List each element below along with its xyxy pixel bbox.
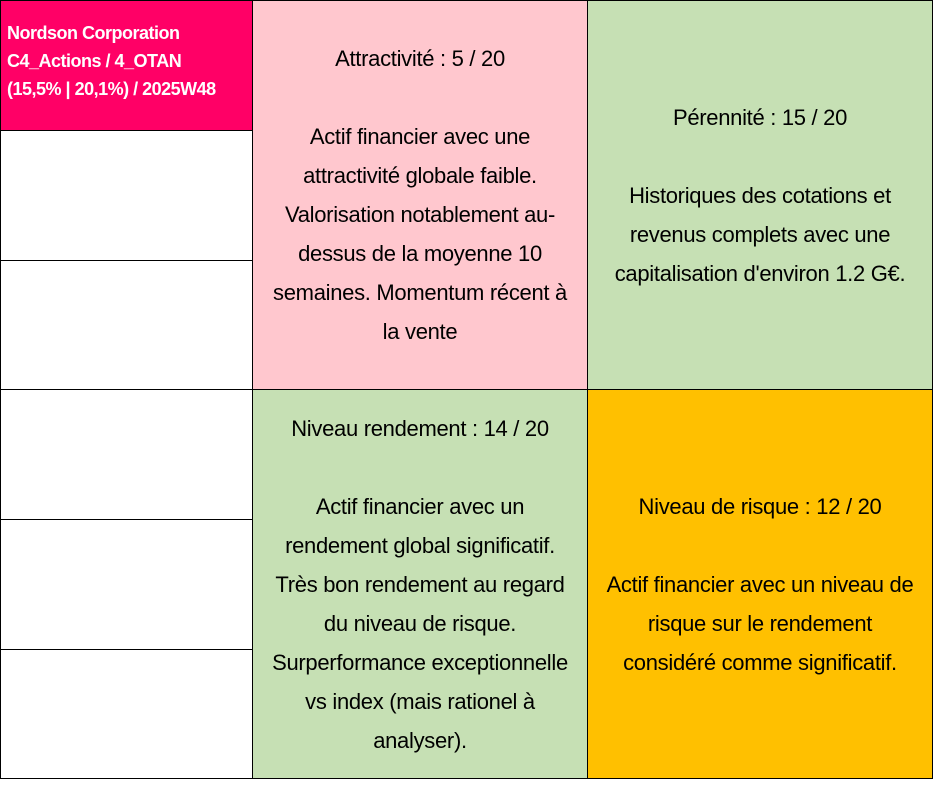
risque-title: Niveau de risque : 12 / 20: [638, 493, 882, 519]
empty-cell[interactable]: [0, 389, 253, 520]
asset-category: C4_Actions / 4_OTAN: [7, 51, 182, 71]
risque-text: Actif financier avec un niveau de risque sur le rendement considéré comme significatif.: [606, 571, 914, 675]
attractivite-title: Attractivité : 5 / 20: [335, 46, 505, 71]
perennite-text: Historiques des cotations et revenus complets avec une capitalisation d'environ 1.2 G€.: [614, 182, 906, 286]
empty-cell[interactable]: [0, 130, 253, 261]
empty-cell[interactable]: [0, 519, 253, 650]
asset-name: Nordson Corporation: [7, 23, 180, 43]
rendement-text: Actif financier avec un rendement global significatif. Très bon rendement au regard du niveau de risque. Surperformance exceptionnelle vs index (mais rationel à analyser).: [272, 493, 568, 753]
perennite-cell[interactable]: [587, 0, 933, 390]
rendement-title: Niveau rendement : 14 / 20: [291, 415, 549, 441]
empty-cell[interactable]: [0, 260, 253, 390]
risque-cell[interactable]: [587, 389, 933, 779]
asset-title-cell[interactable]: [0, 0, 253, 131]
attractivite-text: Actif financier avec une attractivité globale faible. Valorisation notablement au- dessus de la moyenne 10 semaines. Momentum récent à la vente: [273, 124, 567, 344]
asset-stats: (15,5% | 20,1%) / 2025W48: [7, 79, 216, 99]
empty-cell[interactable]: [0, 649, 253, 779]
attractivite-cell[interactable]: [252, 0, 588, 390]
rendement-cell[interactable]: [252, 389, 588, 779]
perennite-title: Pérennité : 15 / 20: [672, 104, 848, 130]
